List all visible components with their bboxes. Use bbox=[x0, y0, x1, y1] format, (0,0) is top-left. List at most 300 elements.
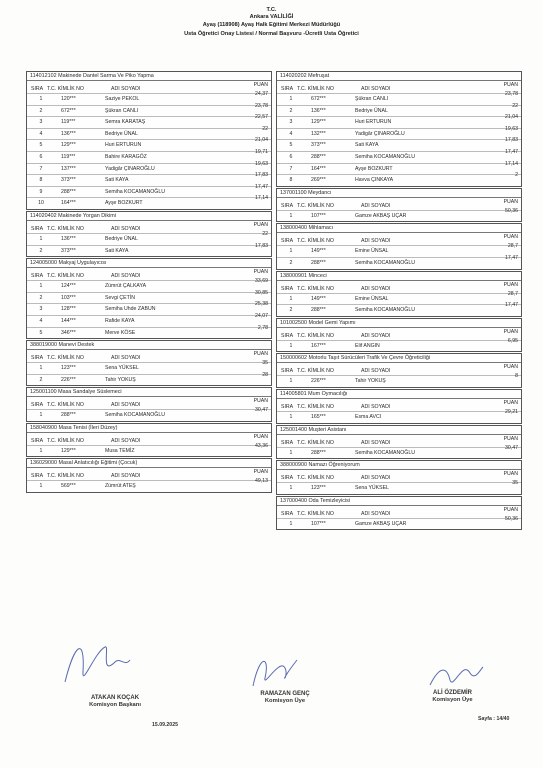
column-header-sira: SIRA bbox=[281, 332, 294, 339]
course-title bbox=[277, 224, 521, 233]
column-header-puan: PUAN bbox=[253, 221, 268, 228]
table-row bbox=[277, 408, 521, 423]
course-code: 138000901 bbox=[280, 272, 307, 279]
cell-puan: 43,36 bbox=[255, 442, 268, 449]
table-row bbox=[277, 160, 521, 175]
column-header-tc: T.C. KİMLİK NO bbox=[47, 402, 84, 409]
cell-sira: 8 bbox=[39, 177, 43, 184]
cell-sira: 10 bbox=[38, 200, 44, 207]
table-header bbox=[27, 268, 271, 280]
course-code: 114005801 bbox=[280, 390, 307, 397]
cell-tc: 149*** bbox=[311, 248, 326, 255]
cell-puan: 23,78 bbox=[505, 91, 518, 97]
course-title bbox=[277, 189, 521, 198]
course-name: Mihlamacı bbox=[308, 225, 334, 232]
course-section bbox=[276, 425, 522, 460]
cell-puan: 19,63 bbox=[255, 160, 268, 167]
cell-ad: Sena YÜKSEL bbox=[355, 485, 389, 492]
cell-puan: 30,47 bbox=[255, 407, 268, 414]
cell-puan: 24,07 bbox=[255, 312, 268, 319]
course-name: Masa Sandalye Süslemeci bbox=[58, 389, 122, 396]
course-name: Makyaj Uygulayıcısı bbox=[58, 260, 107, 267]
cell-puan: 33,69 bbox=[255, 278, 268, 285]
table-header bbox=[277, 81, 521, 93]
cell-sira: 1 bbox=[289, 212, 293, 219]
cell-ad: Saziye PEKOL bbox=[105, 96, 140, 102]
course-code: 158040900 bbox=[30, 424, 57, 431]
table-row bbox=[27, 230, 271, 245]
column-header-puan: PUAN bbox=[503, 399, 518, 406]
table-header bbox=[277, 198, 521, 210]
column-header-tc: T.C. KİMLİK NO bbox=[297, 86, 334, 92]
column-header-puan: PUAN bbox=[503, 435, 518, 442]
cell-puan: 23,78 bbox=[255, 102, 268, 109]
cell-ad: Bedriye ÜNAL bbox=[105, 235, 138, 242]
signature-block-1 bbox=[70, 695, 160, 708]
column-header-puan: PUAN bbox=[253, 351, 268, 358]
course-section bbox=[276, 223, 522, 269]
cell-tc: 129*** bbox=[61, 447, 76, 454]
course-section bbox=[26, 458, 272, 493]
course-name: Mum Oymacılığı bbox=[308, 390, 348, 397]
course-code: 137000400 bbox=[280, 497, 307, 504]
table-row bbox=[27, 312, 271, 327]
cell-tc: 672*** bbox=[61, 107, 76, 114]
cell-tc: 120*** bbox=[61, 96, 76, 102]
column-header-sira: SIRA bbox=[31, 473, 44, 480]
left-column bbox=[26, 71, 272, 494]
course-name: Masal Anlatıcılığı Eğitimi (Çocuk) bbox=[58, 460, 138, 467]
cell-puan: 17,14 bbox=[505, 160, 518, 167]
cell-sira: 1 bbox=[39, 235, 43, 242]
course-code: 114020402 bbox=[30, 212, 57, 219]
table-header bbox=[277, 470, 521, 482]
course-title bbox=[27, 259, 271, 268]
column-header-sira: SIRA bbox=[281, 403, 294, 410]
cell-ad: Elif ANGIN bbox=[355, 342, 380, 349]
cell-sira: 9 bbox=[39, 188, 43, 195]
cell-tc: 136*** bbox=[311, 107, 326, 114]
cell-puan: 17,14 bbox=[255, 195, 268, 202]
course-title bbox=[277, 390, 521, 399]
cell-sira: 1 bbox=[289, 96, 293, 102]
cell-ad: Şükran CANLI bbox=[105, 107, 139, 114]
cell-sira: 1 bbox=[39, 365, 43, 372]
column-header-tc: T.C. KİMLİK NO bbox=[297, 403, 334, 410]
cell-puan: 49,13 bbox=[255, 478, 268, 485]
column-header-puan: PUAN bbox=[503, 328, 518, 335]
table-row bbox=[27, 480, 271, 492]
course-code: 136029000 bbox=[30, 460, 57, 467]
cell-sira: 3 bbox=[39, 306, 43, 313]
table-row bbox=[277, 116, 521, 128]
cell-puan: 22 bbox=[262, 230, 268, 237]
course-section bbox=[276, 460, 522, 495]
signature-block-3 bbox=[415, 690, 490, 703]
cell-sira: 1 bbox=[289, 449, 293, 456]
cell-puan: 22,57 bbox=[255, 114, 268, 121]
cell-sira: 6 bbox=[289, 153, 293, 160]
course-section bbox=[26, 340, 272, 386]
cell-puan: 21,04 bbox=[505, 114, 518, 121]
cell-sira: 1 bbox=[289, 378, 293, 385]
cell-sira: 4 bbox=[39, 130, 43, 137]
cell-sira: 7 bbox=[289, 165, 293, 172]
cell-ad: Semiha KOCAMANOĞLU bbox=[355, 259, 415, 266]
course-name: Makinede Yorgan Dikimi bbox=[58, 212, 116, 219]
column-header-tc: T.C. KİMLİK NO bbox=[47, 355, 84, 362]
table-row bbox=[277, 515, 521, 530]
course-code: 114020202 bbox=[280, 73, 307, 79]
column-header-puan: PUAN bbox=[503, 198, 518, 205]
signer-name: RAMAZAN GENÇ bbox=[260, 691, 310, 697]
right-column bbox=[276, 71, 522, 531]
course-title bbox=[277, 461, 521, 470]
column-header-puan: PUAN bbox=[503, 471, 518, 478]
column-header-tc: T.C. KİMLİK NO bbox=[47, 473, 84, 480]
cell-sira: 2 bbox=[39, 107, 43, 114]
table-header bbox=[277, 363, 521, 375]
cell-puan: 19,63 bbox=[505, 125, 518, 132]
cell-ad: Sati KAYA bbox=[105, 247, 129, 254]
cell-puan: 19,71 bbox=[255, 148, 268, 155]
cell-ad: Sati KAYA bbox=[355, 142, 379, 149]
signer-role: Komisyon Başkanı bbox=[89, 702, 141, 708]
table-row bbox=[27, 371, 271, 386]
table-header bbox=[277, 399, 521, 411]
cell-puan: 17,83 bbox=[255, 172, 268, 179]
cell-tc: 129*** bbox=[61, 142, 76, 149]
cell-tc: 149*** bbox=[311, 295, 326, 302]
column-header-puan: PUAN bbox=[503, 364, 518, 371]
table-row bbox=[27, 125, 271, 140]
cell-ad: Emine ÜNSAL bbox=[355, 295, 389, 302]
course-title bbox=[277, 272, 521, 281]
cell-puan: 17,47 bbox=[505, 254, 518, 261]
table-row bbox=[277, 304, 521, 316]
cell-sira: 8 bbox=[289, 177, 293, 184]
cell-sira: 3 bbox=[289, 119, 293, 126]
table-row bbox=[277, 482, 521, 494]
column-header-puan: PUAN bbox=[253, 269, 268, 276]
course-name: Minceci bbox=[308, 272, 327, 279]
cell-ad: Tahir YOKUŞ bbox=[355, 378, 386, 385]
cell-ad: Semiha KOCAMANOĞLU bbox=[355, 449, 415, 456]
cell-tc: 119*** bbox=[61, 119, 76, 126]
cell-sira: 5 bbox=[289, 142, 293, 149]
signer-role: Komisyon Üye bbox=[432, 697, 473, 703]
cell-sira: 1 bbox=[289, 342, 293, 349]
column-header-sira: SIRA bbox=[281, 368, 294, 375]
cell-tc: 123*** bbox=[311, 485, 326, 492]
cell-ad: Semiha KOCAMANOĞLU bbox=[105, 188, 165, 195]
course-section bbox=[26, 423, 272, 458]
column-header-ad: ADI SOYADI bbox=[111, 473, 141, 480]
table-row bbox=[277, 444, 521, 459]
cell-sira: 2 bbox=[39, 376, 43, 383]
cell-ad: Semiha KOCAMANOĞLU bbox=[355, 153, 415, 160]
column-header-tc: T.C. KİMLİK NO bbox=[297, 238, 334, 245]
course-name: Mefruşat bbox=[308, 73, 330, 79]
course-code: 388019000 bbox=[30, 342, 57, 349]
course-title bbox=[27, 424, 271, 433]
table-header bbox=[27, 81, 271, 93]
course-name: Namazı Öğreniyorum bbox=[308, 462, 360, 469]
cell-puan: 29,21 bbox=[505, 408, 518, 415]
cell-puan: 30,85 bbox=[255, 289, 268, 296]
cell-ad: Musa TEMİZ bbox=[105, 447, 135, 454]
cell-tc: 569*** bbox=[61, 483, 76, 490]
column-header-tc: T.C. KİMLİK NO bbox=[47, 273, 84, 280]
column-header-ad: ADI SOYADI bbox=[361, 86, 391, 92]
header-tc: T.C. bbox=[266, 7, 277, 13]
cell-puan: 17,83 bbox=[255, 242, 268, 249]
column-header-ad: ADI SOYADI bbox=[111, 86, 141, 92]
cell-sira: 4 bbox=[39, 317, 43, 324]
cell-sira: 1 bbox=[39, 412, 43, 419]
cell-tc: 103*** bbox=[61, 294, 76, 301]
table-row bbox=[27, 289, 271, 304]
cell-puan: 21,04 bbox=[255, 137, 268, 144]
cell-puan: 6,95 bbox=[507, 337, 518, 344]
signature-block-2 bbox=[245, 691, 325, 704]
course-code: 388000900 bbox=[280, 462, 307, 469]
column-header-puan: PUAN bbox=[253, 398, 268, 405]
table-header bbox=[277, 233, 521, 245]
table-row bbox=[27, 148, 271, 163]
table-row bbox=[27, 242, 271, 257]
course-name: Meydancı bbox=[308, 189, 332, 196]
column-header-ad: ADI SOYADI bbox=[361, 510, 391, 517]
table-header bbox=[277, 281, 521, 293]
cell-ad: Huri ERTURUN bbox=[105, 142, 142, 149]
course-section bbox=[276, 353, 522, 388]
table-row bbox=[277, 207, 521, 222]
cell-tc: 167*** bbox=[311, 342, 326, 349]
cell-puan: 17,47 bbox=[505, 148, 518, 155]
course-section bbox=[26, 71, 272, 210]
footer-page-number: Sayfa : 14/40 bbox=[478, 716, 510, 722]
cell-tc: 136*** bbox=[61, 130, 76, 137]
course-title bbox=[277, 319, 521, 328]
cell-tc: 288*** bbox=[61, 188, 76, 195]
cell-sira: 1 bbox=[39, 96, 43, 102]
table-header bbox=[27, 350, 271, 362]
cell-puan: 24,37 bbox=[255, 91, 268, 97]
cell-puan: 35 bbox=[262, 360, 268, 367]
cell-tc: 129*** bbox=[311, 119, 326, 126]
column-header-tc: T.C. KİMLİK NO bbox=[297, 285, 334, 292]
cell-ad: Rafide KAYA bbox=[105, 317, 135, 324]
cell-ad: Semiha KOCAMANOĞLU bbox=[105, 412, 165, 419]
cell-tc: 164*** bbox=[311, 165, 326, 172]
cell-ad: Emine ÜNSAL bbox=[355, 248, 389, 255]
column-header-sira: SIRA bbox=[31, 273, 44, 280]
cell-sira: 4 bbox=[289, 130, 293, 137]
column-header-sira: SIRA bbox=[31, 437, 44, 444]
course-code: 114012102 bbox=[30, 73, 57, 79]
cell-ad: Şükran CANLI bbox=[355, 96, 389, 102]
column-header-sira: SIRA bbox=[31, 225, 44, 232]
table-row bbox=[277, 139, 521, 151]
column-header-puan: PUAN bbox=[503, 234, 518, 241]
column-header-ad: ADI SOYADI bbox=[111, 437, 141, 444]
cell-tc: 132*** bbox=[311, 130, 326, 137]
course-section bbox=[26, 387, 272, 422]
course-section bbox=[26, 211, 272, 257]
signer-name: ATAKAN KOÇAK bbox=[90, 695, 140, 701]
cell-ad: Tahir YOKUŞ bbox=[105, 376, 136, 383]
cell-ad: Yadigâr ÇINAROĞLU bbox=[105, 165, 155, 172]
cell-tc: 128*** bbox=[61, 306, 76, 313]
course-section bbox=[276, 71, 522, 187]
cell-ad: Sevgi ÇETİN bbox=[105, 294, 135, 301]
cell-ad: Huri ERTURUN bbox=[355, 119, 392, 126]
table-row bbox=[27, 280, 271, 292]
table-row bbox=[27, 174, 271, 186]
column-header-tc: T.C. KİMLİK NO bbox=[297, 439, 334, 446]
table-header bbox=[27, 221, 271, 233]
footer-date: 15.09.2025 bbox=[152, 722, 178, 728]
cell-ad: Merve KÖSE bbox=[105, 329, 136, 336]
column-header-tc: T.C. KİMLİK NO bbox=[297, 475, 334, 482]
column-header-ad: ADI SOYADI bbox=[111, 273, 141, 280]
cell-puan: 17,47 bbox=[255, 183, 268, 190]
signer-name: ALİ ÖZDEMİR bbox=[433, 690, 472, 696]
cell-tc: 373*** bbox=[61, 247, 76, 254]
cell-sira: 2 bbox=[289, 259, 293, 266]
column-header-ad: ADI SOYADI bbox=[361, 238, 391, 245]
column-header-sira: SIRA bbox=[31, 402, 44, 409]
column-header-tc: T.C. KİMLİK NO bbox=[297, 332, 334, 339]
course-name: Manevi Destek bbox=[58, 342, 95, 349]
cell-tc: 288*** bbox=[311, 307, 326, 314]
course-title bbox=[27, 459, 271, 468]
cell-sira: 1 bbox=[39, 483, 43, 490]
cell-ad: Havva ÇINKAYA bbox=[355, 177, 394, 184]
table-row bbox=[27, 324, 271, 339]
column-header-puan: PUAN bbox=[503, 281, 518, 288]
column-header-ad: ADI SOYADI bbox=[361, 368, 391, 375]
column-header-ad: ADI SOYADI bbox=[111, 402, 141, 409]
cell-sira: 2 bbox=[289, 307, 293, 314]
cell-tc: 137*** bbox=[61, 165, 76, 172]
cell-ad: Zümrüt ATEŞ bbox=[105, 483, 136, 490]
cell-sira: 1 bbox=[39, 447, 43, 454]
cell-tc: 124*** bbox=[61, 283, 76, 290]
cell-tc: 164*** bbox=[61, 200, 76, 207]
column-header-puan: PUAN bbox=[253, 433, 268, 440]
column-header-tc: T.C. KİMLİK NO bbox=[47, 437, 84, 444]
cell-tc: 672*** bbox=[311, 96, 326, 102]
column-header-sira: SIRA bbox=[31, 86, 44, 92]
cell-tc: 107*** bbox=[311, 212, 326, 219]
course-title bbox=[277, 497, 521, 506]
course-title bbox=[277, 354, 521, 363]
cell-ad: Zümrüt ÇALKAYA bbox=[105, 283, 147, 290]
course-title bbox=[27, 341, 271, 350]
cell-puan: 17,47 bbox=[505, 302, 518, 309]
table-row bbox=[27, 93, 271, 105]
cell-tc: 144*** bbox=[61, 317, 76, 324]
header-list-title: Usta Öğretici Onay Listesi / Normal Başvuru -Ücretli Usta Öğretici bbox=[184, 31, 359, 37]
cell-ad: Bedriye ÜNAL bbox=[355, 107, 388, 114]
course-section bbox=[276, 496, 522, 531]
course-title bbox=[277, 72, 521, 81]
course-section bbox=[276, 271, 522, 317]
cell-sira: 3 bbox=[39, 119, 43, 126]
cell-tc: 288*** bbox=[61, 412, 76, 419]
course-title bbox=[277, 426, 521, 435]
column-header-puan: PUAN bbox=[503, 82, 518, 88]
cell-puan: 25,38 bbox=[255, 301, 268, 308]
cell-ad: Ayşe BOZKURT bbox=[355, 165, 393, 172]
cell-puan: 2 bbox=[515, 172, 518, 179]
course-code: 138000400 bbox=[280, 225, 307, 232]
table-row bbox=[277, 245, 521, 257]
column-header-ad: ADI SOYADI bbox=[111, 225, 141, 232]
course-code: 124005000 bbox=[30, 260, 57, 267]
course-section bbox=[26, 258, 272, 339]
cell-sira: 1 bbox=[39, 283, 43, 290]
table-row bbox=[27, 362, 271, 374]
table-row bbox=[27, 183, 271, 198]
cell-puan: 22 bbox=[262, 125, 268, 132]
table-header bbox=[277, 506, 521, 518]
cell-sira: 1 bbox=[289, 248, 293, 255]
cell-puan: 22 bbox=[512, 102, 518, 109]
cell-ad: Esma AVCI bbox=[355, 413, 382, 420]
course-code: 137001100 bbox=[280, 189, 307, 196]
table-row bbox=[277, 375, 521, 387]
cell-ad: Gamze AKBAŞ UÇAR bbox=[355, 212, 407, 219]
column-header-sira: SIRA bbox=[281, 238, 294, 245]
column-header-sira: SIRA bbox=[281, 285, 294, 292]
course-title bbox=[27, 388, 271, 397]
table-row bbox=[277, 102, 521, 117]
cell-ad: Sena YÜKSEL bbox=[105, 365, 139, 372]
course-name: Motorlu Taşıt Sürücüleri Trafik Ve Çevre Öğreticiliği bbox=[308, 355, 431, 362]
table-row bbox=[277, 254, 521, 269]
table-row bbox=[277, 148, 521, 163]
cell-ad: Ayşe BOZKURT bbox=[105, 200, 143, 207]
cell-puan: 35 bbox=[512, 480, 518, 487]
table-row bbox=[27, 160, 271, 175]
cell-puan: 28,7 bbox=[507, 290, 518, 297]
column-header-tc: T.C. KİMLİK NO bbox=[47, 86, 84, 92]
cell-sira: 1 bbox=[289, 295, 293, 302]
table-row bbox=[27, 102, 271, 117]
column-header-sira: SIRA bbox=[281, 86, 294, 92]
signature-scribble-2 bbox=[245, 648, 305, 693]
column-header-puan: PUAN bbox=[503, 506, 518, 513]
table-row bbox=[277, 174, 521, 186]
cell-ad: Semiha Uhde ZABUN bbox=[105, 306, 156, 313]
cell-ad: Semra KARATAŞ bbox=[105, 119, 146, 126]
cell-tc: 136*** bbox=[61, 235, 76, 242]
table-header bbox=[277, 328, 521, 340]
column-header-tc: T.C. KİMLİK NO bbox=[47, 225, 84, 232]
cell-ad: Sati KAYA bbox=[105, 177, 129, 184]
cell-puan: 50,36 bbox=[505, 515, 518, 522]
cell-tc: 165*** bbox=[311, 413, 326, 420]
cell-puan: 50,36 bbox=[505, 207, 518, 214]
cell-puan: 28 bbox=[262, 371, 268, 378]
header-valilik: Ankara VALİLİĞİ bbox=[249, 14, 294, 20]
cell-tc: 119*** bbox=[61, 153, 76, 160]
signer-role: Komisyon Üye bbox=[264, 698, 306, 704]
cell-sira: 2 bbox=[39, 294, 43, 301]
